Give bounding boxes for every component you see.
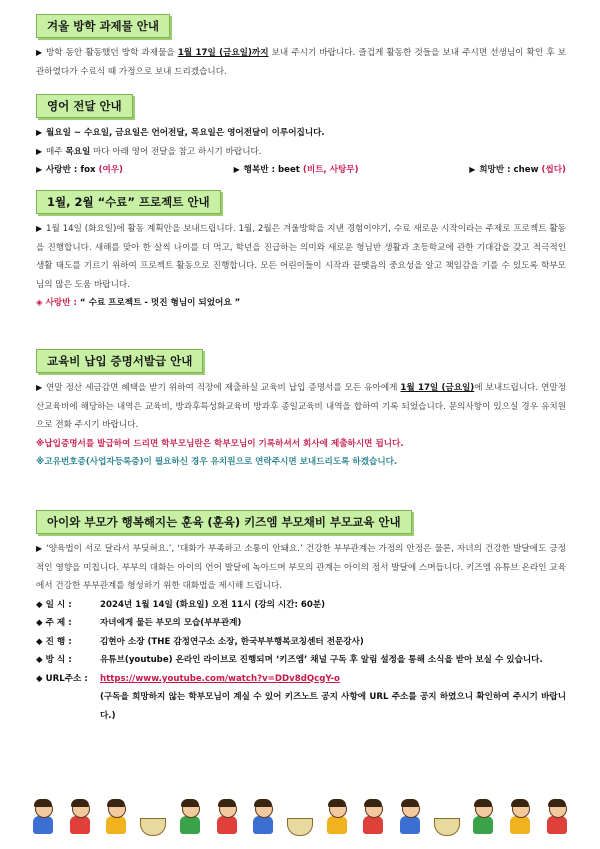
child-figure-icon: [250, 800, 276, 836]
education-text: ▶ ‘양육법이 서로 달라서 부딪혀요.’, ‘대화가 부족하고 소통이 안돼요.’ 건강한 부부관계는 가정의 안정은 물론, 자녀의 건강한 발달에도 긍정적인 영향을 미칩니다. 부부의 대화는 아이의 언어 발달에 녹아드며 부모의 관계는 아이의 정서 발달에 스며듭니다. 키즈엠 유튜브 온라인 교육에서 건강한 부부관계를 형성하기 위한 대화법을 제시해 드립니다.: [36, 544, 566, 591]
section-homework: [36, 14, 566, 81]
section-english: [36, 94, 566, 180]
child-figure-icon: [67, 800, 93, 836]
section-title: 교육비 납입 증명서발급 안내: [36, 349, 203, 373]
detail-row-method: ◆ 방 식 : 유튜브(youtube) 온라인 라이브로 진행되며 ‘키즈엠’ 채널 구독 후 알림 설정을 통해 소식을 받아 보실 수 있습니다.: [36, 655, 543, 665]
child-figure-icon: [103, 800, 129, 836]
child-figure-icon: [507, 800, 533, 836]
project-text: ▶ 1월 14일 (화요일)에 활동 계획안을 보내드립니다. 1월, 2월은 겨울방학을 지낸 경험이야기, 수료 새로운 시작이라는 주제로 프로젝트 활동을 진행합니다. 새해를 맞아 한 살씩 나이를 더 먹고, 학년을 진급하는 의미와 새로운 형님반 생활과 초등학교에 관한 기대감을 갖고 적극적인 생활 태도를 기르기 위하여 프로젝트 활동으로 진행합니다. 모든 어린이들이 시작과 끝맺음의 중요성을 알고 책임감을 기를 수 있도록 학부모님의 많은 도움 바랍니다.: [36, 224, 566, 290]
detail-row-topic: ◆ 주 제 : 자녀에게 물든 부모의 모습(부부관계): [36, 618, 242, 628]
detail-row-host: ◆ 진 행 : 김현아 소장 (THE 감정연구소 소장, 한국부부행복코칭센터 전문강사): [36, 636, 364, 647]
english-line-1: ▶ 월요일 ~ 수요일, 금요일은 언어전달, 목요일은 영어전달이 이루어집니다.: [36, 128, 325, 138]
footer-illustration: [30, 796, 570, 836]
url-note: (구독을 희망하지 않는 학부모님이 계실 수 있어 키즈노트 공지 사항에 URL 주소를 공지 하였으니 확인하여 주시기 바랍니다.): [100, 692, 566, 721]
tax-text: ▶ 연말 정산 세금감면 혜택을 받기 위하여 직장에 제출하실 교육비 납입 증명서를 모든 유아에게 1월 17일 (금요일)에 보내드립니다. 연말정산교육비에 해당하는 내역은 교육비, 방과후특성화교육비 방과후 종일교육비 내역을 합하여 기록 되었습니다. 문의사항이 있으실 경우 유치원으로 전화 주시기 바랍니다.: [36, 383, 566, 430]
education-details: [36, 596, 566, 726]
child-figure-icon: [30, 800, 56, 836]
youtube-link[interactable]: https://www.youtube.com/watch?v=DDv8dQcgY-o: [100, 673, 340, 684]
class-word: ▶ 사랑반 : fox (여우): [36, 165, 123, 175]
child-figure-icon: [397, 800, 423, 836]
child-figure-icon: [324, 800, 350, 836]
child-figure-icon: [470, 800, 496, 836]
homework-text: ▶ 방학 동안 활동했던 방학 과제물을 1월 17일 (금요일)까지 보내 주시기 바랍니다. 즐겁게 활동한 것들을 보내 주시면 선생님이 확인 후 보관하였다가 수료식 때 가정으로 보내 드리겠습니다.: [36, 48, 567, 77]
section-title: 아이와 부모가 행복해지는 훈육 (훈육) 키즈엠 부모채비 부모교육 안내: [36, 510, 412, 534]
detail-row-url: ◆ URL주소 : https://www.youtube.com/watch?v=DDv8dQcgY-o: [36, 673, 340, 684]
section-parent-education: [36, 510, 566, 725]
child-figure-icon: [360, 800, 386, 836]
english-line-2: ▶ 매주 목요일 마다 아래 영어 전달을 참고 하시기 바랍니다.: [36, 146, 262, 157]
bowl-icon: [140, 818, 166, 836]
child-figure-icon: [544, 800, 570, 836]
english-classes: [36, 161, 566, 180]
section-tax-certificate: [36, 349, 566, 472]
section-title: 1월, 2월 “수료” 프로젝트 안내: [36, 190, 221, 214]
class-word: ▶ 희망반 : chew (씹다): [469, 165, 566, 175]
tax-note-1: ※납입증명서를 발급하여 드리면 학부모님란은 학부모님이 기록하셔서 회사에 제출하시면 됩니다.: [36, 438, 404, 449]
section-title: 영어 전달 안내: [36, 94, 133, 118]
bowl-icon: [434, 818, 460, 836]
project-motto: ◈ 사랑반 : “ 수료 프로젝트 - 멋진 형님이 되었어요 ”: [36, 298, 241, 308]
child-figure-icon: [214, 800, 240, 836]
class-word: ▶ 행복반 : beet (비트, 사탕무): [233, 165, 359, 175]
tax-note-2: ※고유번호증(사업자등록증)이 필요하신 경우 유치원으로 연락주시면 보내드리도록 하겠습니다.: [36, 457, 398, 467]
bowl-icon: [287, 818, 313, 836]
child-figure-icon: [177, 800, 203, 836]
section-project: [36, 190, 566, 313]
detail-row-date: ◆ 일 시 : 2024년 1월 14일 (화요일) 오전 11시 (강의 시간: 60분): [36, 599, 326, 610]
section-title: 겨울 방학 과제물 안내: [36, 14, 170, 38]
